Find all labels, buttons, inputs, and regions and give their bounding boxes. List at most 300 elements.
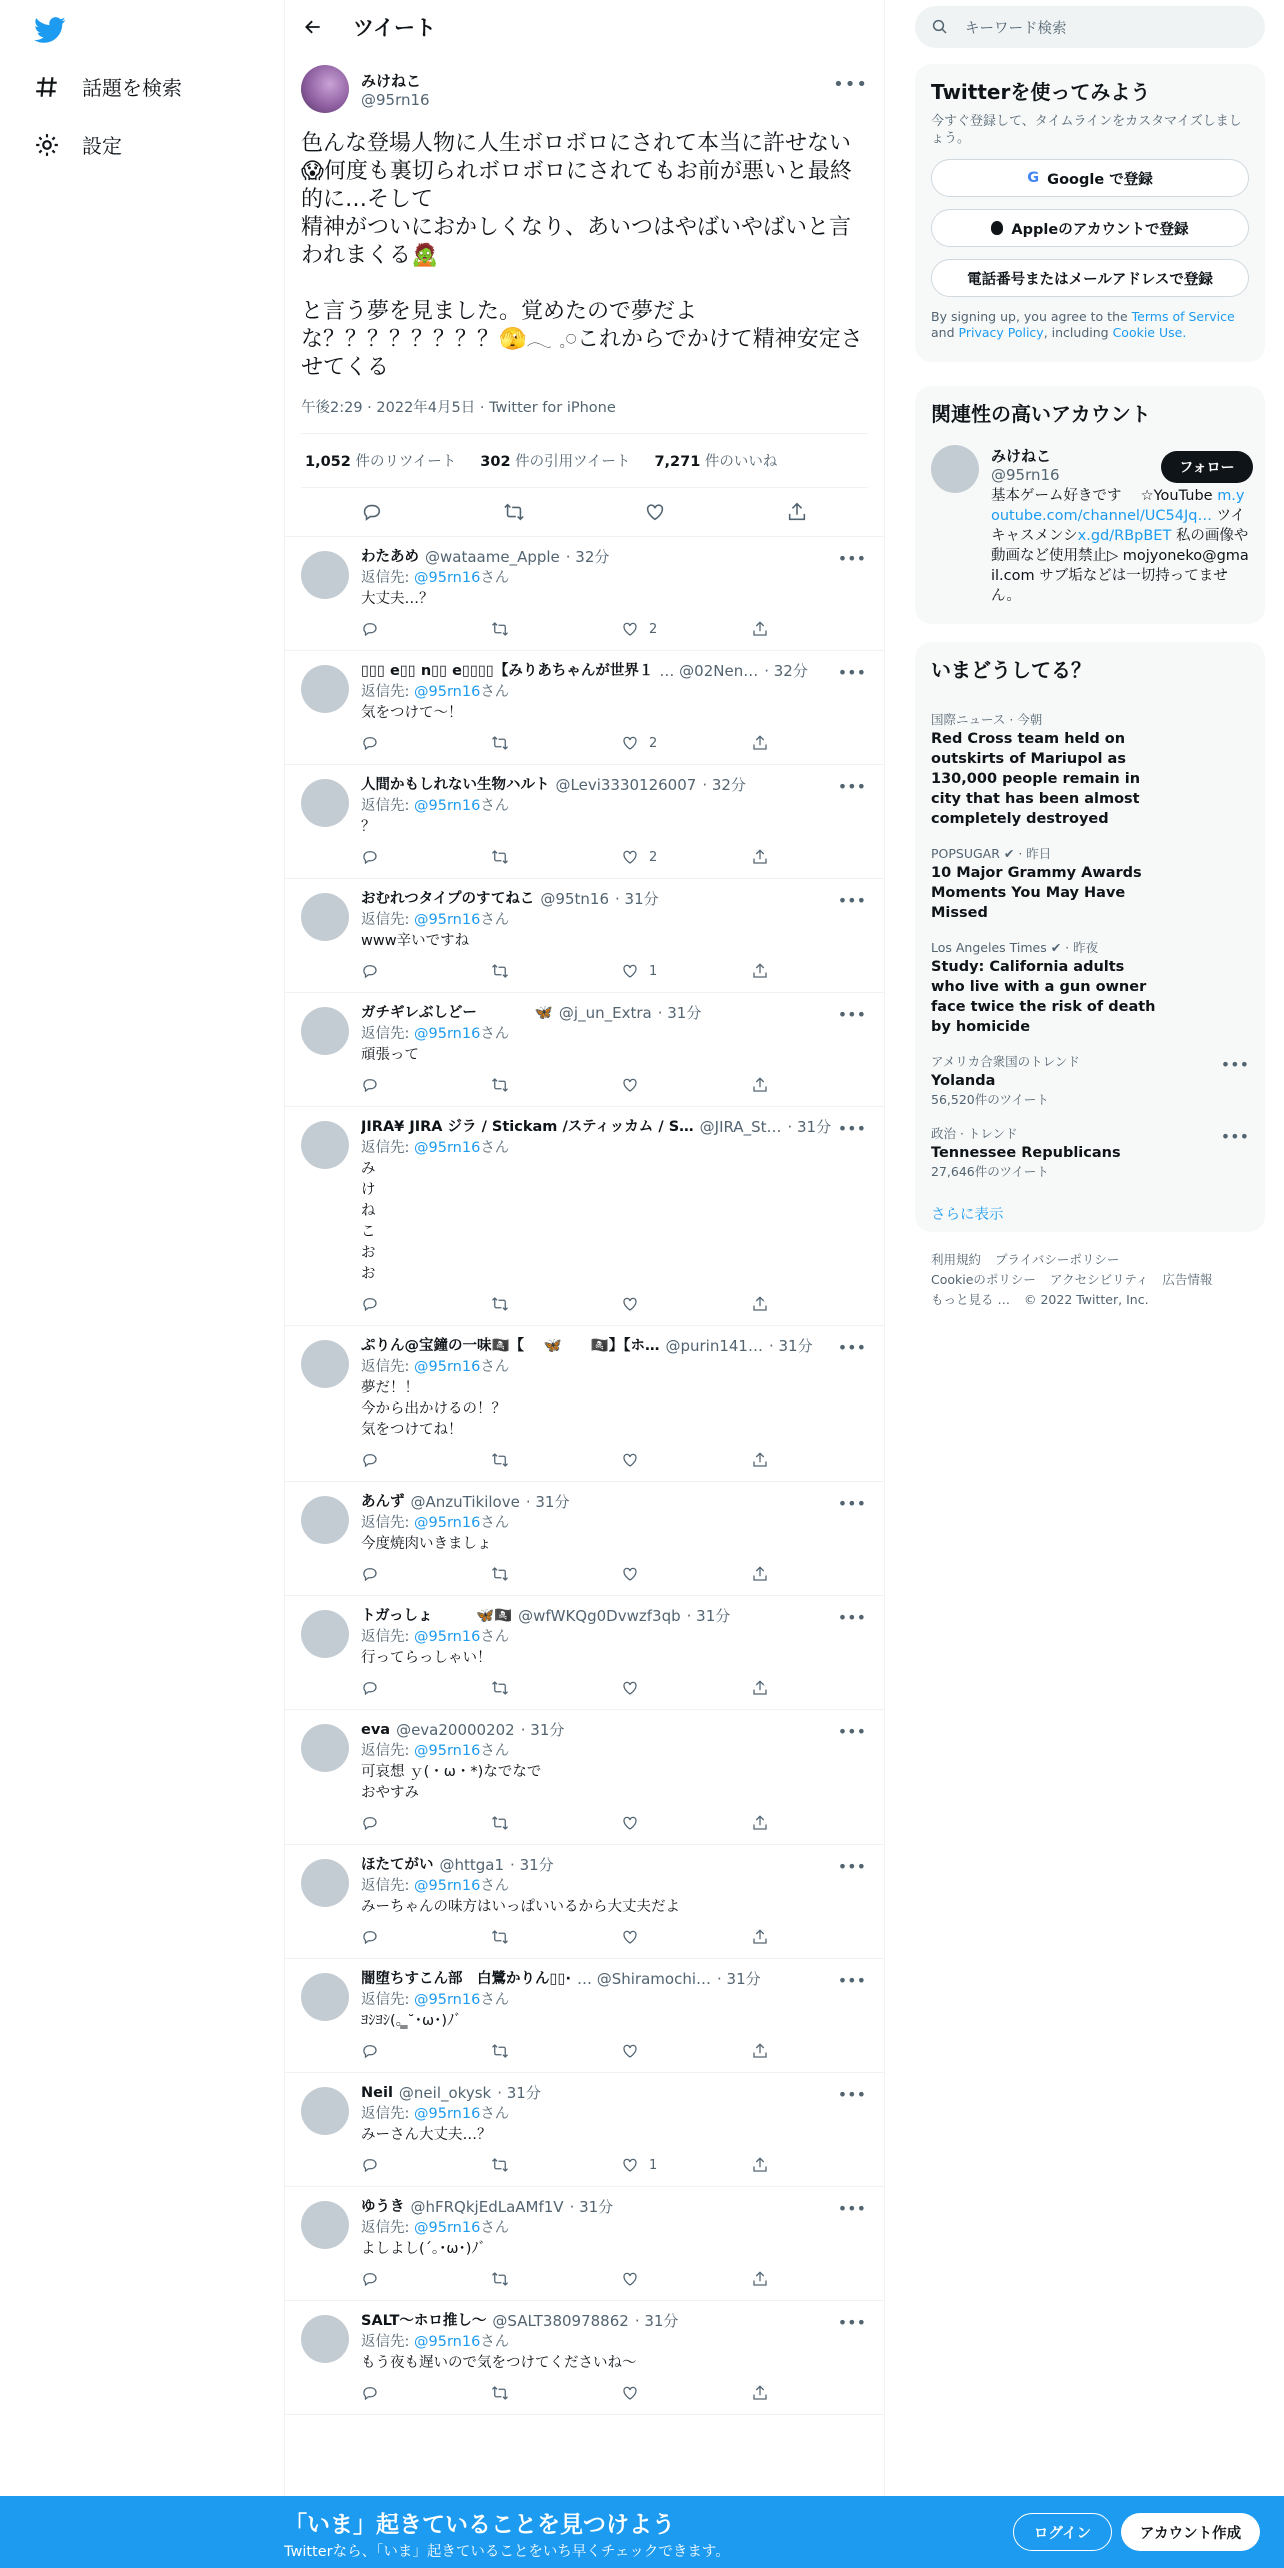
main-tweet — [285, 54, 884, 537]
more-options-icon[interactable]: ••• — [837, 1005, 866, 1024]
retweet-action[interactable] — [491, 1814, 581, 1832]
replying-to-handle[interactable]: @95rn16 — [414, 570, 481, 586]
more-options-icon[interactable]: ••• — [837, 1494, 866, 1513]
reply-action[interactable] — [361, 1928, 451, 1946]
heart-icon — [621, 1295, 639, 1313]
reply-body — [361, 889, 868, 980]
trend-item[interactable] — [931, 703, 1249, 837]
like-action[interactable] — [621, 1076, 711, 1094]
trend-title: Study: California adults who live with a gun owner face twice the risk of death by homicide — [931, 959, 1156, 1035]
avatar[interactable] — [301, 551, 349, 599]
quote-count[interactable] — [480, 450, 630, 471]
replying-to-suffix: さん — [480, 1140, 510, 1156]
avatar[interactable] — [301, 779, 349, 827]
like-action[interactable] — [621, 1928, 711, 1946]
replying-to-suffix: さん — [480, 2106, 510, 2122]
share-action[interactable] — [751, 1076, 791, 1094]
retweet-action[interactable] — [491, 1451, 581, 1469]
signup-terms — [931, 309, 1249, 341]
more-options-icon[interactable]: ••• — [837, 1971, 866, 1990]
reply-tweet[interactable] — [285, 879, 884, 993]
reply-author-name[interactable]: JIRA¥ JIRA ジラ / Stickam /スティッカム / S… — [361, 1119, 694, 1135]
like-action[interactable] — [621, 620, 711, 638]
avatar[interactable] — [301, 1724, 349, 1772]
avatar[interactable] — [301, 1340, 349, 1388]
share-action[interactable] — [751, 1814, 791, 1832]
like-action[interactable] — [621, 1814, 711, 1832]
trend-item[interactable] — [931, 1117, 1249, 1189]
reply-action[interactable] — [361, 620, 451, 638]
reply-body — [361, 1336, 868, 1469]
reply-text: 可哀想 ｙ(・ω・*)なでなで おやすみ — [361, 1764, 542, 1801]
reply-icon — [361, 2270, 379, 2288]
replying-to-handle[interactable]: @95rn16 — [414, 2106, 481, 2122]
reply-author-name[interactable]: ゆうき — [361, 2199, 405, 2215]
reply-text: 夢だ！！ 今から出かけるの！？ 気をつけてね！ — [361, 1380, 506, 1438]
footer-more[interactable]: もっと見る … — [931, 1292, 1010, 1307]
reply-author-name[interactable]: トガっしょ 🦋🏴‍☠️ — [361, 1608, 513, 1624]
reply-actions — [361, 962, 791, 980]
avatar[interactable] — [301, 65, 349, 113]
reply-author-handle[interactable]: @purin141… — [665, 1337, 763, 1355]
footer-privacy[interactable]: プライバシーポリシー — [995, 1252, 1120, 1267]
replying-to — [361, 1356, 868, 1378]
share-action[interactable] — [751, 1679, 791, 1697]
reply-actions — [361, 1679, 791, 1697]
reply-time[interactable]: · 31分 — [510, 1856, 554, 1874]
like-action[interactable] — [621, 962, 711, 980]
reply-action[interactable] — [361, 2042, 451, 2060]
avatar[interactable] — [301, 665, 349, 713]
like-action[interactable] — [621, 1295, 711, 1313]
replying-to — [361, 1875, 868, 1897]
reply-action[interactable] — [361, 734, 451, 752]
reply-actions — [361, 734, 791, 752]
reply-icon[interactable] — [361, 501, 383, 523]
replying-to — [361, 2217, 868, 2239]
share-icon — [751, 1565, 769, 1583]
replying-to-suffix: さん — [480, 684, 510, 700]
terms-link[interactable]: Terms of Service — [1131, 309, 1235, 324]
replying-to-handle[interactable]: @95rn16 — [414, 2334, 481, 2350]
share-action[interactable] — [751, 962, 791, 980]
heart-icon — [621, 734, 639, 752]
share-action[interactable] — [751, 734, 791, 752]
share-action[interactable] — [751, 2042, 791, 2060]
retweet-icon — [491, 962, 509, 980]
avatar[interactable] — [301, 1121, 349, 1169]
more-options-icon[interactable]: ••• — [837, 1608, 866, 1627]
more-options-icon[interactable]: ••• — [837, 549, 866, 568]
trends-card — [915, 642, 1265, 1232]
avatar[interactable] — [301, 2201, 349, 2249]
reply-icon — [361, 2384, 379, 2402]
replying-to-handle[interactable]: @95rn16 — [414, 1515, 481, 1531]
reply-time[interactable]: · 31分 — [525, 1493, 570, 1511]
reply-action[interactable] — [361, 1679, 451, 1697]
nav-explore[interactable] — [34, 72, 182, 101]
author-handle[interactable]: @95rn16 — [361, 90, 430, 109]
replying-to-handle[interactable]: @95rn16 — [414, 1629, 481, 1645]
retweet-action[interactable] — [491, 1679, 581, 1697]
avatar[interactable] — [301, 2315, 349, 2363]
reply-author-handle[interactable]: @wataame_Apple — [425, 548, 560, 566]
follow-button[interactable]: フォロー — [1161, 451, 1253, 483]
reply-body — [361, 1720, 868, 1832]
phone-signup-button[interactable] — [931, 259, 1249, 297]
footer-accessibility[interactable]: アクセシビリティ — [1049, 1272, 1149, 1287]
reply-header — [361, 1855, 868, 1875]
share-action[interactable] — [751, 2270, 791, 2288]
reply-tweet[interactable] — [285, 2301, 884, 2415]
more-options-icon[interactable]: ••• — [837, 2085, 866, 2104]
share-action[interactable] — [751, 848, 791, 866]
retweet-icon — [491, 1076, 509, 1094]
heart-icon — [621, 620, 639, 638]
google-signup-button[interactable] — [931, 159, 1249, 197]
retweet-icon[interactable] — [503, 501, 525, 523]
reply-actions — [361, 848, 791, 866]
reply-time[interactable]: · 31分 — [657, 1004, 702, 1022]
reply-tweet[interactable] — [285, 1959, 884, 2073]
reply-time[interactable]: · 31分 — [686, 1607, 731, 1625]
terms-including: , including — [1043, 325, 1109, 340]
reply-icon — [361, 1928, 379, 1946]
like-action[interactable] — [621, 1679, 711, 1697]
reply-author-name[interactable]: 人間かもしれない生物ハルト — [361, 777, 550, 793]
share-action[interactable] — [751, 1451, 791, 1469]
more-options-icon[interactable]: ••• — [837, 1119, 866, 1138]
reply-author-name[interactable]: 闇堕ちすこん部 白鷺かりん▯▯· — [361, 1971, 571, 1987]
retweet-icon — [491, 1928, 509, 1946]
share-action[interactable] — [751, 1565, 791, 1583]
reply-action[interactable] — [361, 1295, 451, 1313]
reply-tweet[interactable] — [285, 1482, 884, 1596]
reply-action[interactable] — [361, 2156, 451, 2174]
trend-item[interactable] — [931, 1045, 1249, 1117]
share-action[interactable] — [751, 2384, 791, 2402]
related-handle[interactable]: @95rn16 — [991, 466, 1060, 484]
reply-time[interactable]: · 32分 — [565, 548, 610, 566]
replying-to-handle[interactable]: @95rn16 — [414, 2220, 481, 2236]
share-icon — [751, 2042, 769, 2060]
replying-to-handle[interactable]: @95rn16 — [414, 912, 481, 928]
reply-author-handle[interactable]: … @02Nen… — [659, 662, 759, 680]
reply-tweet[interactable] — [285, 765, 884, 879]
replying-to-label: 返信先: — [361, 1992, 410, 2008]
avatar[interactable] — [301, 893, 349, 941]
retweet-action[interactable] — [491, 734, 581, 752]
retweet-action[interactable] — [491, 1076, 581, 1094]
reply-tweet[interactable] — [285, 1596, 884, 1710]
reply-actions — [361, 620, 791, 638]
retweet-icon — [491, 2270, 509, 2288]
retweet-icon — [491, 620, 509, 638]
replying-to-label: 返信先: — [361, 2220, 410, 2236]
avatar[interactable] — [301, 1007, 349, 1055]
reply-action[interactable] — [361, 2384, 451, 2402]
replying-to-handle[interactable]: @95rn16 — [414, 684, 481, 700]
replying-to-handle[interactable]: @95rn16 — [414, 1359, 481, 1375]
reply-time[interactable]: · 32分 — [764, 662, 808, 680]
reply-header — [361, 1720, 868, 1740]
replying-to — [361, 2331, 868, 2353]
reply-author-name[interactable]: ガチギレぶしどー 🦋 — [361, 1005, 553, 1021]
more-options-icon[interactable]: ••• — [837, 1857, 866, 1876]
more-options-icon[interactable]: ••• — [837, 2199, 866, 2218]
bottom-banner — [0, 2496, 1284, 2568]
reply-tweet[interactable] — [285, 993, 884, 1107]
like-action[interactable] — [621, 2270, 711, 2288]
reply-icon — [361, 1814, 379, 1832]
reply-text: よしよし(´｡･ω･)ﾉﾞ — [361, 2241, 486, 2257]
reply-author-name[interactable]: Neil — [361, 2085, 393, 2101]
related-account[interactable] — [931, 445, 1249, 606]
reply-author-handle[interactable]: … @Shiramochi… — [576, 1970, 712, 1988]
reply-author-name[interactable]: ぷりん@宝鐘の一味🏴‍☠️【 🦋 🏴‍☠️】【ホ… — [361, 1338, 660, 1354]
trend-count: 56,520件のツイート — [931, 1092, 1049, 1107]
reply-tweet[interactable] — [285, 1710, 884, 1845]
retweet-action[interactable] — [491, 620, 581, 638]
more-options-icon[interactable]: ••• — [833, 74, 868, 95]
reply-action[interactable] — [361, 1814, 451, 1832]
reply-author-handle[interactable]: @eva20000202 — [396, 1721, 515, 1739]
replying-to-suffix: さん — [480, 1515, 510, 1531]
replying-to-handle[interactable]: @95rn16 — [414, 1026, 481, 1042]
replying-to-handle[interactable]: @95rn16 — [414, 1140, 481, 1156]
reply-author-name[interactable]: eva — [361, 1722, 391, 1738]
reply-action[interactable] — [361, 1565, 451, 1583]
retweet-action[interactable] — [491, 2156, 581, 2174]
replying-to-label: 返信先: — [361, 1629, 410, 1645]
like-action[interactable] — [621, 2042, 711, 2060]
avatar[interactable] — [301, 1859, 349, 1907]
reply-text: 頑張って — [361, 1047, 419, 1063]
reply-author-handle[interactable]: @hFRQkjEdLaAMf1V — [410, 2198, 564, 2216]
author-name[interactable]: みけねこ — [361, 71, 422, 90]
replying-to-suffix: さん — [480, 1359, 510, 1375]
avatar[interactable] — [931, 445, 979, 493]
retweet-action[interactable] — [491, 1565, 581, 1583]
reply-tweet[interactable] — [285, 2073, 884, 2187]
reply-time[interactable]: · 31分 — [614, 890, 659, 908]
reply-author-name[interactable]: ほたてがい — [361, 1857, 434, 1873]
trend-item[interactable] — [931, 837, 1249, 931]
retweet-icon — [491, 848, 509, 866]
more-options-icon[interactable]: ••• — [837, 777, 866, 796]
reply-body — [361, 1003, 868, 1094]
privacy-link[interactable]: Privacy Policy — [958, 325, 1044, 340]
avatar[interactable] — [301, 1973, 349, 2021]
replying-to-handle[interactable]: @95rn16 — [414, 1743, 481, 1759]
more-options-icon[interactable]: ••• — [837, 1722, 866, 1741]
footer-ads[interactable]: 広告情報 — [1162, 1272, 1213, 1287]
more-options-icon[interactable]: ••• — [1220, 1127, 1249, 1146]
reply-tweet[interactable] — [285, 651, 884, 765]
like-action[interactable] — [621, 734, 711, 752]
share-icon — [751, 1451, 769, 1469]
reply-author-handle[interactable]: @Levi3330126007 — [555, 776, 697, 794]
retweet-action[interactable] — [491, 1295, 581, 1313]
replying-to-handle[interactable]: @95rn16 — [414, 1878, 481, 1894]
like-action[interactable] — [621, 2384, 711, 2402]
reply-action[interactable] — [361, 962, 451, 980]
like-count-label: 件のいいね — [704, 454, 778, 470]
reply-tweet[interactable] — [285, 1845, 884, 1959]
replying-to — [361, 1023, 868, 1045]
retweet-action[interactable] — [491, 2270, 581, 2288]
share-icon — [751, 1814, 769, 1832]
retweet-action[interactable] — [491, 2384, 581, 2402]
reply-author-handle[interactable]: @wfWKQg0Dvwzf3qb — [518, 1607, 681, 1625]
avatar[interactable] — [301, 1610, 349, 1658]
signup-subtitle: 今すぐ登録して、タイムラインをカスタマイズしましょう。 — [931, 114, 1242, 146]
reply-tweet[interactable] — [285, 537, 884, 651]
trend-item[interactable] — [931, 931, 1249, 1045]
login-button[interactable]: ログイン — [1013, 2513, 1112, 2551]
share-icon — [751, 1928, 769, 1946]
heart-icon — [621, 962, 639, 980]
reply-time[interactable]: · 32分 — [702, 776, 746, 794]
reply-tweet[interactable] — [285, 1107, 884, 1326]
reply-author-handle[interactable]: @95tn16 — [540, 890, 609, 908]
heart-icon[interactable] — [644, 501, 666, 523]
reply-author-name[interactable]: あんず — [361, 1494, 405, 1510]
replying-to-label: 返信先: — [361, 1140, 410, 1156]
reply-author-name[interactable]: おむれつタイプのすてねこ — [361, 891, 535, 907]
like-action[interactable] — [621, 1565, 711, 1583]
nav-explore-label: 話題を検索 — [82, 76, 182, 100]
trends-title: いまどうしてる？ — [931, 658, 1091, 682]
replying-to-handle[interactable]: @95rn16 — [414, 1992, 481, 2008]
show-more-link[interactable]: さらに表示 — [931, 1207, 1004, 1223]
more-options-icon[interactable]: ••• — [837, 663, 866, 682]
retweet-action[interactable] — [491, 2042, 581, 2060]
reply-author-name[interactable]: わたあめ — [361, 549, 419, 565]
related-name[interactable]: みけねこ — [991, 447, 1052, 465]
like-count[interactable] — [654, 450, 777, 471]
replying-to — [361, 909, 868, 931]
reply-author-name[interactable]: SALT〜ホロ推し〜 — [361, 2313, 487, 2329]
retweet-count-value: 1,052 — [305, 454, 351, 470]
footer-terms[interactable]: 利用規約 — [931, 1252, 982, 1267]
twitter-logo-icon[interactable] — [34, 14, 66, 46]
reply-action[interactable] — [361, 1451, 451, 1469]
more-options-icon[interactable]: ••• — [837, 891, 866, 910]
reply-author-name[interactable]: ▯▯▯ e▯▯ n▯▯ e▯▯▯▯【みりあちゃんが世界１ — [361, 663, 654, 679]
reply-actions — [361, 2042, 791, 2060]
trend-title: Red Cross team held on outskirts of Mariupol as 130,000 people remain in city that has been almost completely destroyed — [931, 731, 1141, 827]
cookie-link[interactable]: Cookie Use. — [1112, 325, 1187, 340]
heart-icon — [621, 1679, 639, 1697]
reply-author-handle[interactable]: @JIRA_St… — [699, 1118, 782, 1136]
reply-author-handle[interactable]: @j_un_Extra — [558, 1004, 652, 1022]
tweet-stats — [301, 434, 868, 488]
share-action[interactable] — [751, 620, 791, 638]
avatar[interactable] — [301, 2087, 349, 2135]
search-input[interactable] — [915, 6, 1265, 48]
tweet-timestamp[interactable]: 午後2:29 · 2022年4月5日 · Twitter for iPhone — [301, 396, 868, 434]
footer-copyright: © 2022 Twitter, Inc. — [1023, 1292, 1149, 1307]
retweet-count[interactable] — [305, 450, 456, 471]
retweet-action[interactable] — [491, 1928, 581, 1946]
reply-icon — [361, 1565, 379, 1583]
reply-author-handle[interactable]: @AnzuTikilove — [410, 1493, 520, 1511]
reply-action[interactable] — [361, 848, 451, 866]
trend-meta: 国際ニュース · 今朝 — [931, 712, 1043, 727]
reply-time[interactable]: · 31分 — [569, 2198, 614, 2216]
bio-link-xgd[interactable]: x.gd/RBpBET — [1077, 528, 1172, 544]
bio-link-youtube[interactable]: m.youtube.com/channel/UC54Jq… — [991, 488, 1245, 524]
reply-body — [361, 1855, 868, 1946]
share-icon — [751, 2384, 769, 2402]
like-action[interactable] — [621, 848, 711, 866]
reply-time[interactable]: · 31分 — [634, 2312, 679, 2330]
signup-title: Twitterを使ってみよう — [931, 80, 1151, 104]
reply-icon — [361, 1076, 379, 1094]
reply-time[interactable]: · 31分 — [717, 1970, 761, 1988]
more-options-icon[interactable]: ••• — [837, 2313, 866, 2332]
share-action[interactable] — [751, 2156, 791, 2174]
main-tweet-author — [301, 64, 868, 114]
reply-author-handle[interactable]: @neil_okysk — [398, 2084, 492, 2102]
footer-cookie[interactable]: Cookieのポリシー — [931, 1272, 1036, 1287]
bio-text-1: 基本ゲーム好きです ☆YouTube — [991, 488, 1213, 504]
share-icon[interactable] — [786, 501, 808, 523]
apple-signup-button[interactable] — [931, 209, 1249, 247]
replying-to-label: 返信先: — [361, 912, 410, 928]
more-options-icon[interactable]: ••• — [837, 1338, 866, 1357]
reply-time[interactable]: · 31分 — [768, 1337, 813, 1355]
reply-author-handle[interactable]: @httga1 — [439, 1856, 505, 1874]
apple-icon — [991, 221, 1003, 235]
retweet-action[interactable] — [491, 962, 581, 980]
trend-title: Yolanda — [931, 1073, 996, 1089]
share-icon — [751, 2270, 769, 2288]
reply-header — [361, 547, 868, 567]
share-action[interactable] — [751, 1295, 791, 1313]
reply-time[interactable]: · 31分 — [787, 1118, 832, 1136]
share-action[interactable] — [751, 1928, 791, 1946]
reply-time[interactable]: · 31分 — [497, 2084, 541, 2102]
reply-icon — [361, 848, 379, 866]
reply-author-handle[interactable]: @SALT380978862 — [492, 2312, 629, 2330]
reply-actions — [361, 1076, 791, 1094]
reply-actions — [361, 2156, 791, 2174]
terms-prefix: By signing up, you agree to the — [931, 309, 1128, 324]
signup-button[interactable]: アカウント作成 — [1121, 2513, 1260, 2551]
like-action[interactable] — [621, 2156, 711, 2174]
replying-to-handle[interactable]: @95rn16 — [414, 798, 481, 814]
back-arrow-icon[interactable] — [303, 17, 323, 37]
replying-to — [361, 1989, 868, 2011]
reply-header — [361, 661, 868, 681]
reply-text: 気をつけて〜！ — [361, 705, 463, 721]
reply-time[interactable]: · 31分 — [520, 1721, 565, 1739]
like-action[interactable] — [621, 1451, 711, 1469]
more-options-icon[interactable]: ••• — [1220, 1055, 1249, 1074]
nav-settings[interactable] — [34, 130, 122, 159]
retweet-action[interactable] — [491, 848, 581, 866]
reply-header — [361, 1003, 868, 1023]
avatar[interactable] — [301, 1496, 349, 1544]
reply-text: 大丈夫…？ — [361, 591, 434, 607]
reply-action[interactable] — [361, 1076, 451, 1094]
reply-text: ﾖｼﾖｼ(｡ ̳˘･ω･)ﾉﾞ — [361, 2013, 462, 2029]
reply-tweet[interactable] — [285, 1326, 884, 1482]
reply-action[interactable] — [361, 2270, 451, 2288]
reply-tweet[interactable] — [285, 2187, 884, 2301]
